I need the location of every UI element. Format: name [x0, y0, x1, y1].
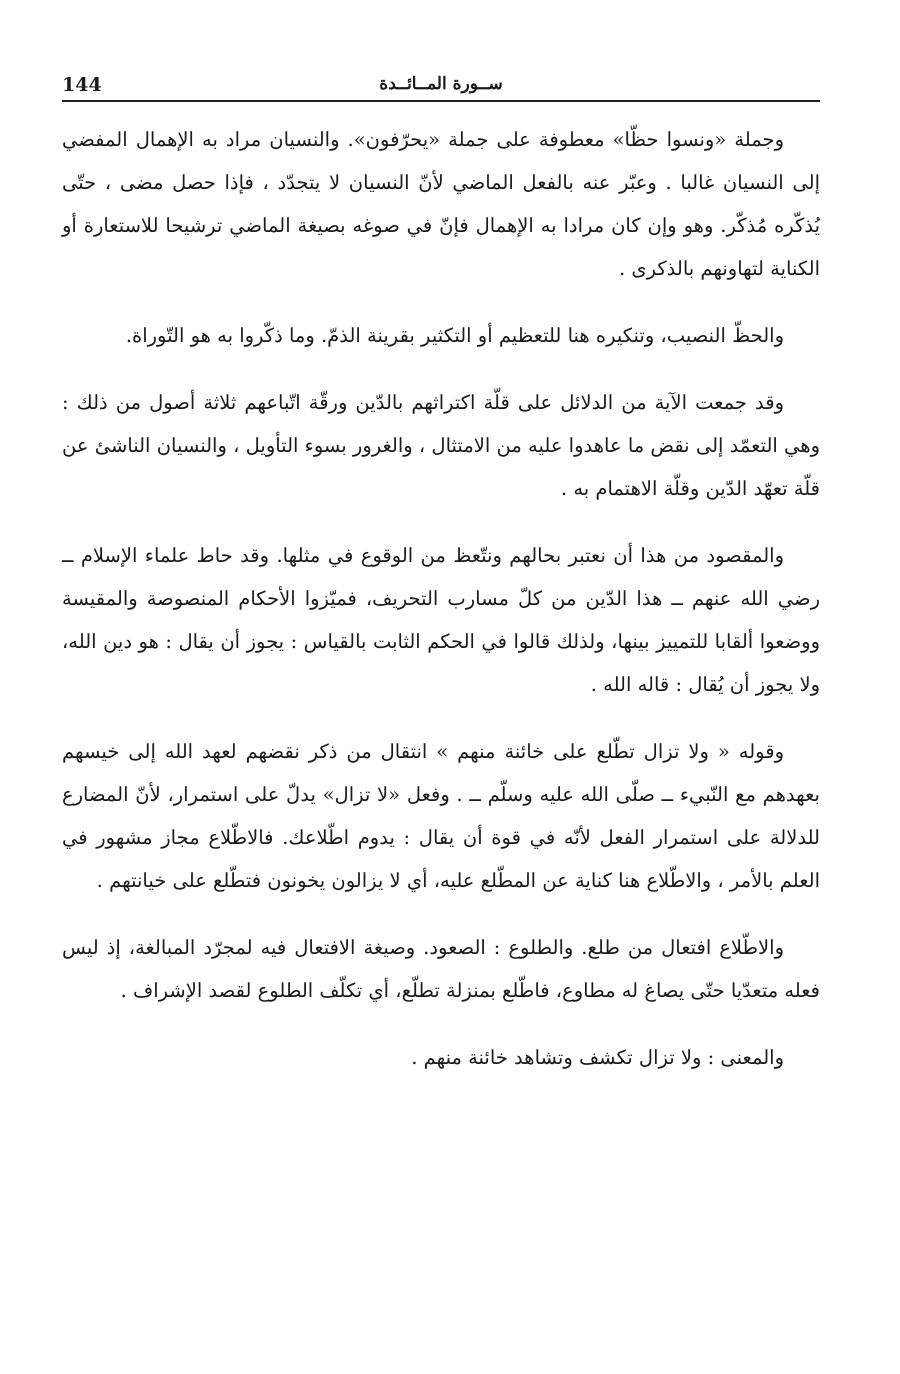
body-text — [62, 118, 820, 1103]
paragraph-1: وجملة «ونسوا حظّا» معطوفة على جملة «يحرّفون». والنسيان مراد به الإهمال المفضي إلى النسيان غالبا . وعبّر عنه بالفعل الماضي لأنّ النسيان لا يتجدّد ، فإذا حصل مضى ، حتّى يُذكّره مُذكّر. وهو وإن كان مرادا به الإهمال فإنّ في صوغه بصيغة الماضي ترشيحا للاستعارة أو الكناية لتهاونهم بالذكرى . — [62, 128, 820, 280]
paragraph-7: والمعنى : ولا تزال تكشف وتشاهد خائنة منهم . — [411, 1046, 784, 1069]
page-header — [62, 72, 820, 102]
paragraph-3: وقد جمعت الآية من الدلائل على قلّة اكتراثهم بالدّين ورقّة اتّباعهم ثلاثة أصول من ذلك : وهي التعمّد إلى نقض ما عاهدوا عليه من الامتثال ، والغرور بسوء التأويل ، والنسيان الناشئ عن قلّة تعهّد الدّين وقلّة الاهتمام به . — [62, 391, 820, 500]
paragraph-6: والاطّلاع افتعال من طلع. والطلوع : الصعود. وصيغة الافتعال فيه لمجرّد المبالغة، إذ ليس فعله متعدّيا حتّى يصاغ له مطاوع، فاطّلع بمنزلة تطلّع، أي تكلّف الطلوع لقصد الإشراف . — [62, 936, 820, 1002]
page-number: 144 — [62, 74, 102, 96]
surah-title: ســورة المــائــدة — [379, 74, 503, 94]
paragraph-5: وقوله « ولا تزال تطّلع على خائنة منهم » انتقال من ذكر نقضهم لعهد الله إلى خيسهم بعهدهم مع النّبيء ــ صلّى الله عليه وسلّم ــ . وفعل «لا تزال» يدلّ على استمرار، لأنّ المضارع للدلالة على استمرار الفعل لأنّه في قوة أن يقال : يدوم اطّلاعك. فالاطّلاع مجاز مشهور في العلم بالأمر ، والاطّلاع هنا كناية عن المطّلع عليه، أي لا يزالون يخونون فتطّلع على خيانتهم . — [62, 740, 820, 892]
paragraph-2: والحظّ النصيب، وتنكيره هنا للتعظيم أو التكثير بقرينة الذمّ. وما ذكّروا به هو التّوراة. — [125, 324, 784, 347]
paragraph-4: والمقصود من هذا أن نعتبر بحالهم ونتّعظ من الوقوع في مثلها. وقد حاط علماء الإسلام ــ رضي الله عنهم ــ هذا الدّين من كلّ مسارب التحريف، فميّزوا الأحكام المنصوصة والمقيسة ووضعوا ألقابا للتمييز بينها، ولذلك قالوا في الحكم الثابت بالقياس : يجوز أن يقال : هو دين الله، ولا يجوز أن يُقال : قاله الله . — [62, 544, 820, 696]
